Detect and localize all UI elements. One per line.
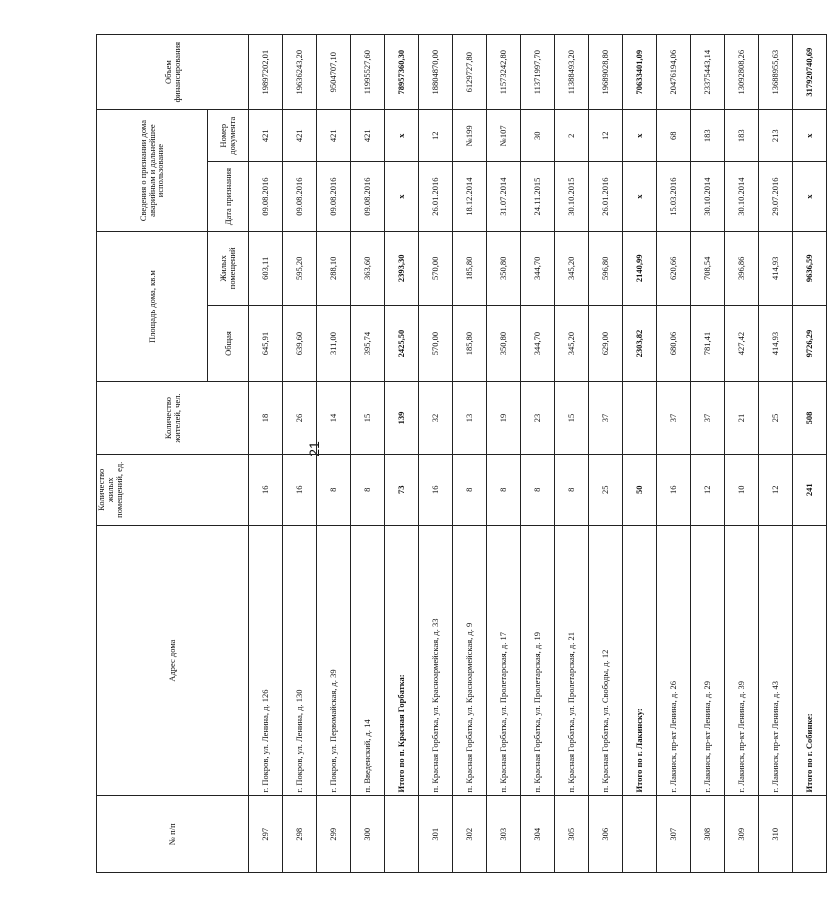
table-row (453, 35, 487, 873)
cell-area-total: 427,42 (725, 305, 759, 382)
cell-doc-number: 421 (351, 110, 385, 162)
table-row (521, 35, 555, 873)
cell-apartments: 8 (351, 454, 385, 525)
cell-residents (623, 382, 657, 454)
cell-area-living: 363,60 (351, 231, 385, 305)
cell-address: Итого по г. Лакинску: (623, 525, 657, 796)
cell-area-living: 2393,30 (385, 231, 419, 305)
cell-recog-date: x (623, 162, 657, 232)
cell-doc-number: 213 (759, 110, 793, 162)
cell-recog-date: 26.01.2016 (419, 162, 453, 232)
total-row (623, 35, 657, 873)
cell-residents: 19 (487, 382, 521, 454)
table-row (691, 35, 725, 873)
cell-area-living: 9636,59 (793, 231, 827, 305)
cell-area-total: 185,80 (453, 305, 487, 382)
total-row (793, 35, 827, 873)
cell-num: 302 (453, 796, 487, 873)
cell-doc-number: x (385, 110, 419, 162)
table-row (725, 35, 759, 873)
cell-area-living: 414,93 (759, 231, 793, 305)
cell-area-living: 345,20 (555, 231, 589, 305)
cell-recog-date: 26.01.2016 (589, 162, 623, 232)
cell-num: 297 (249, 796, 283, 873)
cell-doc-number: 12 (589, 110, 623, 162)
cell-num: 308 (691, 796, 725, 873)
cell-funding: 9504707,10 (317, 35, 351, 110)
table-row (759, 35, 793, 873)
cell-num: 309 (725, 796, 759, 873)
cell-area-living: 708,54 (691, 231, 725, 305)
cell-area-living: 595,20 (283, 231, 317, 305)
cell-residents: 15 (351, 382, 385, 454)
cell-funding: 13092808,26 (725, 35, 759, 110)
cell-area-total: 570,00 (419, 305, 453, 382)
cell-recog-date: 30.10.2014 (691, 162, 725, 232)
cell-apartments: 16 (249, 454, 283, 525)
cell-recog-date: x (793, 162, 827, 232)
cell-residents: 508 (793, 382, 827, 454)
cell-area-living: 603,11 (249, 231, 283, 305)
cell-residents: 23 (521, 382, 555, 454)
header-residents: Количество жителей, чел. (97, 382, 249, 454)
cell-doc-number: x (623, 110, 657, 162)
cell-funding: 11371997,70 (521, 35, 555, 110)
cell-doc-number: 183 (725, 110, 759, 162)
cell-area-living: 344,70 (521, 231, 555, 305)
cell-recog-date: 29.07.2016 (759, 162, 793, 232)
page-number: 21 (305, 441, 322, 457)
cell-funding: 19689028,80 (589, 35, 623, 110)
cell-recog-date: x (385, 162, 419, 232)
cell-address: п. Красная Горбатка, ул. Пролетарская, д. 21 (555, 525, 589, 796)
cell-area-living: 2140,99 (623, 231, 657, 305)
cell-doc-number: 183 (691, 110, 725, 162)
cell-residents: 25 (759, 382, 793, 454)
cell-funding: 19636243,20 (283, 35, 317, 110)
cell-recog-date: 30.10.2014 (725, 162, 759, 232)
cell-area-total: 345,20 (555, 305, 589, 382)
cell-residents: 139 (385, 382, 419, 454)
cell-funding: 18804870,00 (419, 35, 453, 110)
cell-area-living: 396,86 (725, 231, 759, 305)
cell-recog-date: 09.08.2016 (283, 162, 317, 232)
table-row (283, 35, 317, 873)
cell-apartments: 8 (487, 454, 521, 525)
cell-funding: 19897202,01 (249, 35, 283, 110)
cell-address: г. Покров, ул. Первомайская, д. 39 (317, 525, 351, 796)
cell-recog-date: 09.08.2016 (249, 162, 283, 232)
cell-address: п. Красная Горбатка, ул. Красноармейская, д. 33 (419, 525, 453, 796)
cell-funding: 11995527,60 (351, 35, 385, 110)
cell-area-total: 395,74 (351, 305, 385, 382)
header-area-total: Общая (208, 305, 249, 382)
cell-area-total: 414,93 (759, 305, 793, 382)
cell-address: п. Красная Горбатка, ул. Пролетарская, д. 19 (521, 525, 555, 796)
cell-address: г. Лакинск, пр-кт Ленина, д. 43 (759, 525, 793, 796)
cell-area-total: 311,00 (317, 305, 351, 382)
cell-doc-number: 30 (521, 110, 555, 162)
cell-doc-number: №107 (487, 110, 521, 162)
cell-funding: 317920740,69 (793, 35, 827, 110)
cell-num (793, 796, 827, 873)
cell-area-total: 645,91 (249, 305, 283, 382)
cell-num: 306 (589, 796, 623, 873)
table-row (657, 35, 691, 873)
header-apartments: Количество жилых помещений, ед. (97, 454, 249, 525)
cell-funding: 70633401,09 (623, 35, 657, 110)
header-area: Площадь дома, кв.м (97, 231, 208, 381)
cell-residents: 15 (555, 382, 589, 454)
cell-apartments: 241 (793, 454, 827, 525)
cell-funding: 11388493,20 (555, 35, 589, 110)
cell-funding: 13688955,63 (759, 35, 793, 110)
cell-doc-number: №199 (453, 110, 487, 162)
cell-residents: 18 (249, 382, 283, 454)
cell-recog-date: 30.10.2015 (555, 162, 589, 232)
cell-num: 301 (419, 796, 453, 873)
cell-address: г. Лакинск, пр-кт Ленина, д. 29 (691, 525, 725, 796)
cell-residents: 37 (589, 382, 623, 454)
cell-num: 307 (657, 796, 691, 873)
cell-funding: 20476194,06 (657, 35, 691, 110)
cell-recog-date: 09.08.2016 (317, 162, 351, 232)
cell-residents: 14 (317, 382, 351, 454)
cell-address: г. Покров, ул. Ленина, д. 126 (249, 525, 283, 796)
cell-funding: 11573242,80 (487, 35, 521, 110)
cell-doc-number: 2 (555, 110, 589, 162)
cell-doc-number: 421 (249, 110, 283, 162)
cell-apartments: 16 (419, 454, 453, 525)
cell-doc-number: x (793, 110, 827, 162)
cell-apartments: 12 (691, 454, 725, 525)
cell-address: п. Красная Горбатка, ул. Красноармейская, д. 9 (453, 525, 487, 796)
cell-num: 303 (487, 796, 521, 873)
cell-area-total: 629,00 (589, 305, 623, 382)
cell-residents: 21 (725, 382, 759, 454)
cell-address: п. Красная Горбатка, ул. Свободы, д. 12 (589, 525, 623, 796)
header-area-living: Жилых помещений (208, 231, 249, 305)
table-row (555, 35, 589, 873)
cell-doc-number: 12 (419, 110, 453, 162)
cell-apartments: 16 (657, 454, 691, 525)
cell-doc-number: 421 (317, 110, 351, 162)
cell-apartments: 50 (623, 454, 657, 525)
table-row (589, 35, 623, 873)
cell-area-living: 288,10 (317, 231, 351, 305)
cell-apartments: 10 (725, 454, 759, 525)
cell-num: 310 (759, 796, 793, 873)
cell-num: 299 (317, 796, 351, 873)
cell-residents: 13 (453, 382, 487, 454)
header-recog-date: Дата признания (208, 162, 249, 232)
cell-recog-date: 18.12.2014 (453, 162, 487, 232)
cell-num (385, 796, 419, 873)
cell-apartments: 8 (317, 454, 351, 525)
cell-funding: 78957360,30 (385, 35, 419, 110)
cell-residents: 26 (283, 382, 317, 454)
table-row (487, 35, 521, 873)
cell-num: 298 (283, 796, 317, 873)
table-row (317, 35, 351, 873)
cell-address: п. Красная Горбатка, ул. Пролетарская, д. 17 (487, 525, 521, 796)
header-address: Адрес дома (97, 525, 249, 796)
cell-doc-number: 68 (657, 110, 691, 162)
cell-area-total: 680,06 (657, 305, 691, 382)
cell-apartments: 12 (759, 454, 793, 525)
cell-apartments: 8 (521, 454, 555, 525)
cell-apartments: 73 (385, 454, 419, 525)
cell-num: 304 (521, 796, 555, 873)
cell-recog-date: 09.08.2016 (351, 162, 385, 232)
header-num: № п/п (97, 796, 249, 873)
header-funding: Объем финансирования (97, 35, 249, 110)
cell-area-living: 350,80 (487, 231, 521, 305)
table-row (249, 35, 283, 873)
emergency-housing-table (96, 34, 827, 873)
cell-address: п. Введенский, д. 14 (351, 525, 385, 796)
cell-address: г. Лакинск, пр-кт Ленина, д. 26 (657, 525, 691, 796)
cell-doc-number: 421 (283, 110, 317, 162)
cell-address: г. Лакинск, пр-кт Ленина, д. 39 (725, 525, 759, 796)
cell-num (623, 796, 657, 873)
cell-area-living: 570,00 (419, 231, 453, 305)
cell-residents: 37 (657, 382, 691, 454)
cell-address: г. Покров, ул. Ленина, д. 130 (283, 525, 317, 796)
cell-area-total: 781,41 (691, 305, 725, 382)
cell-residents: 32 (419, 382, 453, 454)
total-row (385, 35, 419, 873)
cell-num: 300 (351, 796, 385, 873)
cell-area-total: 344,70 (521, 305, 555, 382)
header-recognition: Сведения о признании дома аварийным и дальнейшее использование (97, 110, 208, 232)
cell-num: 305 (555, 796, 589, 873)
cell-area-living: 620,66 (657, 231, 691, 305)
cell-funding: 6129727,80 (453, 35, 487, 110)
cell-apartments: 8 (555, 454, 589, 525)
cell-recog-date: 24.11.2015 (521, 162, 555, 232)
cell-area-living: 596,80 (589, 231, 623, 305)
cell-funding: 23375443,14 (691, 35, 725, 110)
cell-area-living: 185,80 (453, 231, 487, 305)
cell-address: Итого по г. Собинке: (793, 525, 827, 796)
cell-area-total: 9726,29 (793, 305, 827, 382)
cell-apartments: 8 (453, 454, 487, 525)
cell-residents: 37 (691, 382, 725, 454)
cell-apartments: 25 (589, 454, 623, 525)
table-row (419, 35, 453, 873)
cell-area-total: 2303,82 (623, 305, 657, 382)
table-row (351, 35, 385, 873)
cell-area-total: 350,80 (487, 305, 521, 382)
cell-area-total: 639,60 (283, 305, 317, 382)
cell-apartments: 16 (283, 454, 317, 525)
cell-area-total: 2425,50 (385, 305, 419, 382)
cell-recog-date: 31.07.2014 (487, 162, 521, 232)
cell-recog-date: 15.03.2016 (657, 162, 691, 232)
cell-address: Итого по п. Красная Горбатка: (385, 525, 419, 796)
header-doc-number: Номер документа (208, 110, 249, 162)
